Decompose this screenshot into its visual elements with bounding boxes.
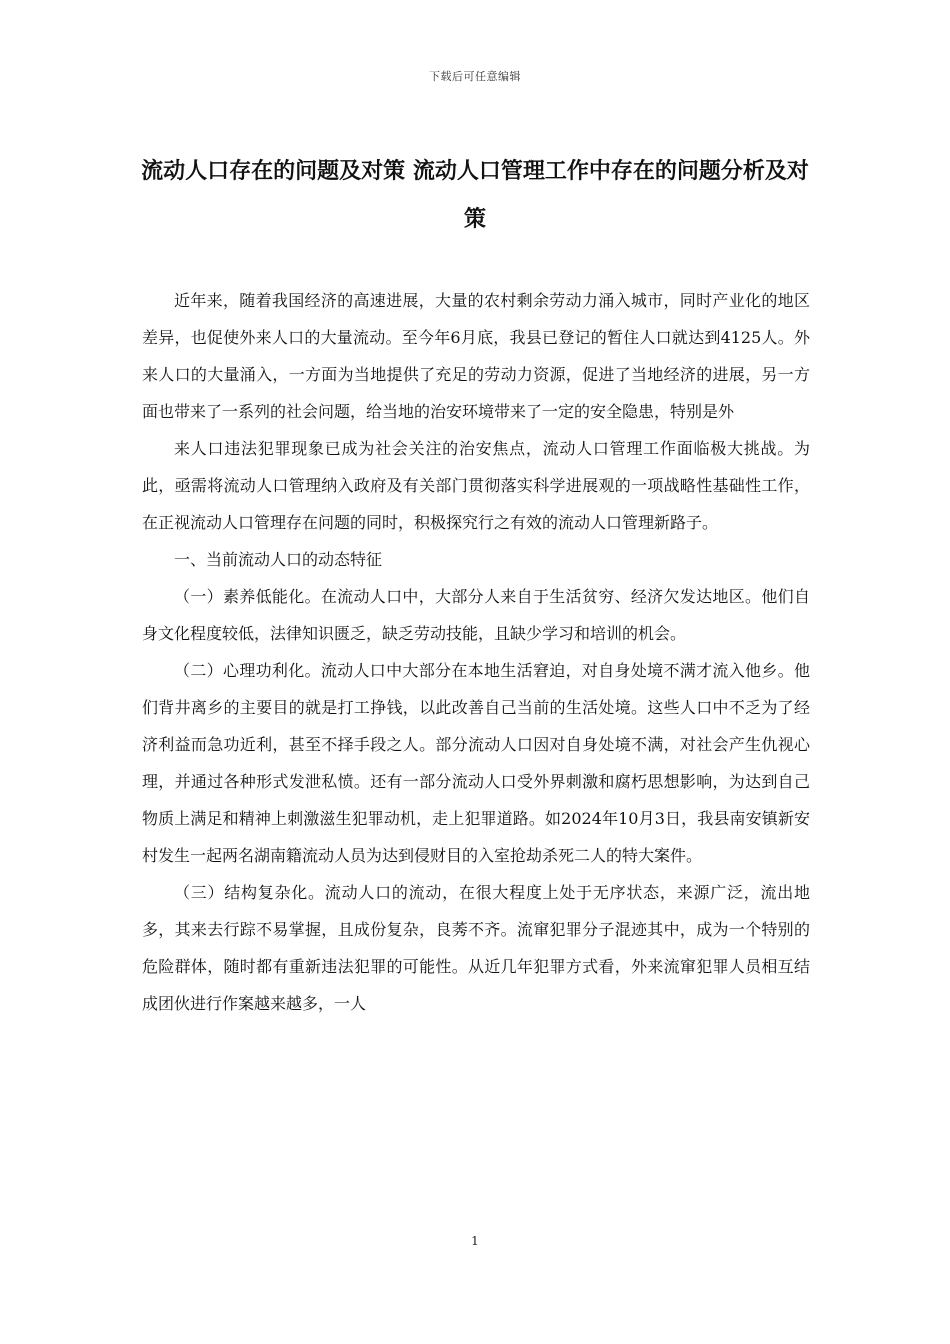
document-title: 流动人口存在的问题及对策 流动人口管理工作中存在的问题分析及对策 bbox=[141, 159, 809, 232]
paragraph-item-3: （三）结构复杂化。流动人口的流动，在很大程度上处于无序状态，来源广泛，流出地多，其来去行踪不易掌握，且成份复杂，良莠不齐。流窜犯罪分子混迹其中，成为一个特别的危险群体，随时都有重新违法犯罪的可能性。从近几年犯罪方式看，外来流窜犯罪人员相互结成团伙进行作案越来越多，一人 bbox=[142, 883, 810, 1013]
paragraph-challenge: 来人口违法犯罪现象已成为社会关注的治安焦点，流动人口管理工作面临极大挑战。为此，亟需将流动人口管理纳入政府及有关部门贯彻落实科学进展观的一项战略性基础性工作，在正视流动人口管理存在问题的同时，积极探究行之有效的流动人口管理新路子。 bbox=[142, 439, 810, 532]
paragraph-item-1: （一）素养低能化。在流动人口中，大部分人来自于生活贫穷、经济欠发达地区。他们自身文化程度较低，法律知识匮乏，缺乏劳动技能，且缺少学习和培训的机会。 bbox=[142, 587, 810, 643]
paragraph-intro: 近年来，随着我国经济的高速进展，大量的农村剩余劳动力涌入城市，同时产业化的地区差异，也促使外来人口的大量流动。至今年6月底，我县已登记的暂住人口就达到4125人。外来人口的大量涌入，一方面为当地提供了充足的劳动力资源，促进了当地经济的进展，另一方面也带来了一系列的社会问题，给当地的治安环境带来了一定的安全隐患，特别是外 bbox=[142, 291, 810, 421]
section-heading-1: 一、当前流动人口的动态特征 bbox=[174, 550, 383, 569]
paragraph-item-2: （二）心理功利化。流动人口中大部分在本地生活窘迫，对自身处境不满才流入他乡。他们背井离乡的主要目的就是打工挣钱，以此改善自己当前的生活处境。这些人口中不乏为了经济利益而急功近利，甚至不择手段之人。部分流动人口因对自身处境不满，对社会产生仇视心理，并通过各种形式发泄私愤。还有一部分流动人口受外界刺激和腐朽思想影响，为达到自己物质上满足和精神上刺激滋生犯罪动机，走上犯罪道路。如2024年10月3日，我县南安镇新安村发生一起两名湖南籍流动人员为达到侵财目的入室抢劫杀死二人的特大案件。 bbox=[142, 661, 810, 865]
header-note: 下载后可任意编辑 bbox=[429, 70, 521, 83]
document-body bbox=[142, 282, 810, 1022]
page-number: 1 bbox=[471, 1234, 479, 1248]
